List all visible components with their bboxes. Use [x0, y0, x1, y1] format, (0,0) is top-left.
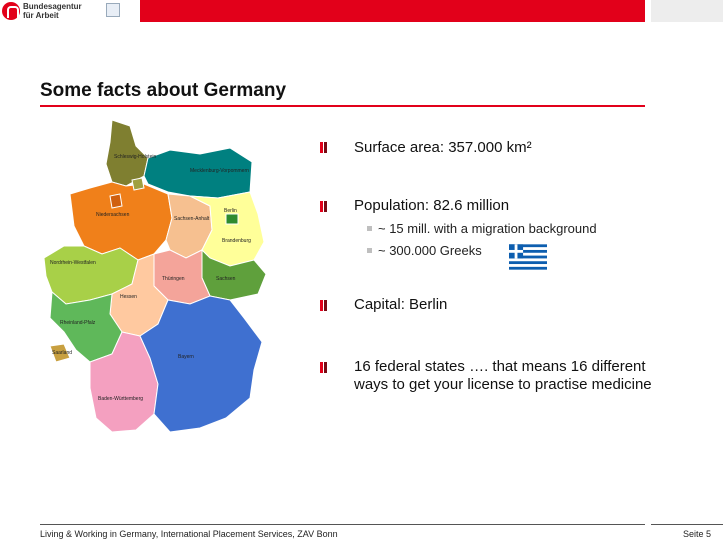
- agency-logo: [0, 0, 140, 22]
- state-berlin: [226, 214, 238, 224]
- map-label-ni: Niedersachsen: [96, 212, 130, 218]
- state-schleswig-holstein: [106, 120, 148, 186]
- fact-surface-area: Surface area: 357.000 km²: [354, 139, 532, 156]
- fact-capital: Capital: Berlin: [354, 296, 448, 313]
- map-label-nw: Nordrhein-Westfalen: [50, 260, 96, 266]
- map-label-th: Thüringen: [162, 276, 185, 282]
- map-label-sh: Schleswig-Holstein: [114, 154, 157, 160]
- map-label-by: Bayern: [178, 354, 194, 360]
- agency-logo-icon: [2, 2, 20, 20]
- header-grey-box: [651, 0, 723, 22]
- agency-logo-text: [23, 2, 82, 20]
- zav-badge-icon: [106, 3, 120, 17]
- fact-population: Population: 82.6 million: [354, 197, 510, 214]
- header-red-band: [140, 0, 645, 22]
- map-label-be: Berlin: [224, 208, 237, 214]
- sub-bullet-greeks: [367, 248, 372, 253]
- fact-bullet-population: [320, 201, 327, 212]
- page-title: Some facts about Germany: [40, 80, 287, 101]
- logo-line-2: für Arbeit: [23, 11, 59, 20]
- page-number: Seite 5: [682, 529, 711, 539]
- germany-states-map: [40, 118, 276, 440]
- footer-divider: [40, 524, 645, 525]
- footer-divider-right: [651, 524, 723, 525]
- map-label-he: Hessen: [120, 294, 137, 300]
- fact-migration-background: ~ 15 mill. with a migration background: [378, 221, 597, 236]
- fact-greeks: ~ 300.000 Greeks: [378, 243, 482, 258]
- title-divider: [40, 105, 645, 107]
- fact-bullet-capital: [320, 300, 327, 311]
- map-label-bb: Brandenburg: [222, 238, 251, 244]
- state-bremen: [110, 194, 122, 208]
- map-label-sl: Saarland: [52, 350, 73, 356]
- fact-bullet-states: [320, 362, 327, 373]
- fact-federal-states: 16 federal states …. that means 16 different ways to get your license to practise medicine: [354, 358, 652, 393]
- map-label-sn: Sachsen: [216, 276, 236, 282]
- map-label-rp: Rheinland-Pfalz: [60, 320, 96, 326]
- sub-bullet-migration: [367, 226, 372, 231]
- state-hamburg: [132, 178, 144, 190]
- fact-bullet-surface: [320, 142, 327, 153]
- footer-text: Living & Working in Germany, International Placement Services, ZAV Bonn: [40, 529, 338, 539]
- map-label-mv: Mecklenburg-Vorpommern: [190, 168, 249, 174]
- logo-line-1: Bundesagentur: [23, 2, 82, 11]
- map-label-bw: Baden-Württemberg: [98, 396, 144, 402]
- greek-flag-icon: [509, 244, 547, 270]
- top-bar: [0, 0, 723, 22]
- map-label-st: Sachsen-Anhalt: [174, 216, 210, 222]
